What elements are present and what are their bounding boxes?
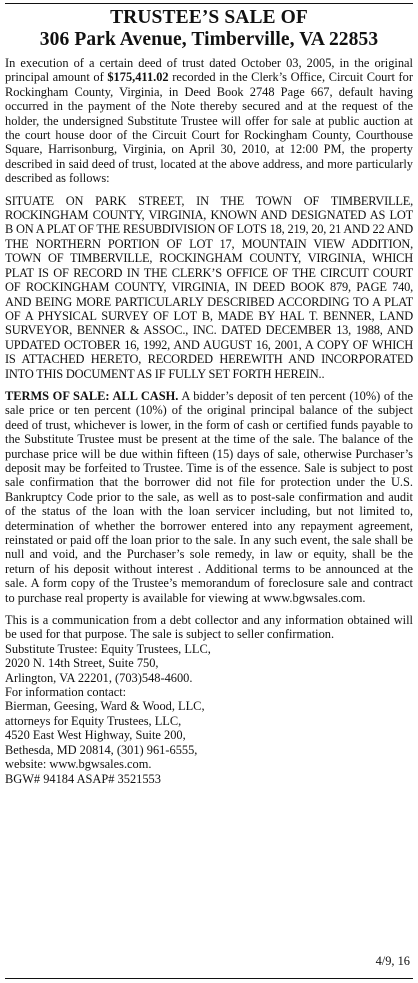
contact-line: website: www.bgwsales.com. bbox=[5, 757, 152, 772]
contact-line: Bethesda, MD 20814, (301) 961-6555, bbox=[5, 742, 198, 757]
contact-block bbox=[5, 642, 413, 786]
contact-line: For information contact: bbox=[5, 685, 127, 700]
title-line-1: TRUSTEE’S SALE OF bbox=[110, 7, 308, 28]
debt-collector-notice: This is a communication from a debt collector and any information obtained will be used for that purpose. The sale is subject to seller confirmation. bbox=[5, 613, 413, 642]
bottom-rule bbox=[5, 978, 413, 979]
top-rule bbox=[5, 3, 413, 4]
legal-description: SITUATE ON PARK STREET, IN THE TOWN OF TIMBERVILLE, ROCKINGHAM COUNTY, VIRGINIA, KNOWN AND DESIGNATED AS LOT B ON A PLAT OF THE RESUBDIVISION OF LOTS 18, 219, 20, 21 AND 22 AND THE NORTHERN PORTION OF LOT 17, MOUNTAIN VIEW ADDITION, TOWN OF TIMBERVILLE, ROCKINGHAM COUNTY, VIRGINIA, WHICH PLAT IS OF RECORD IN THE CLERK’S OFFICE OF THE CIRCUIT COURT OF ROCKINGHAM COUNTY, VIRGINIA, IN DEED BOOK 879, PAGE 740, AND BEING MORE PARTICULARLY DESCRIBED ACCORDING TO A PLAT OF A PHYSICAL SURVEY OF LOT B, MADE BY HAL T. BENNER, LAND SURVEYOR, BENNER & ASSOC., INC. DATED DECEMBER 13, 1988, AND UPDATED OCTOBER 16, 1992, AND AUGUST 16, 2001, A COPY OF WHICH IS ATTACHED HERETO, RECORDED HEREWITH AND INCORPORATED INTO THIS DOCUMENT AS IF FULLY SET FORTH HEREIN.. bbox=[5, 193, 413, 381]
terms-paragraph bbox=[5, 389, 413, 605]
intro-text-1: In execution of a certain deed of trust dated October 03, 2005, in the original principal amount of bbox=[5, 56, 413, 85]
publication-dates: 4/9, 16 bbox=[375, 954, 410, 968]
contact-line: 4520 East West Highway, Suite 200, bbox=[5, 728, 186, 743]
terms-heading: TERMS OF SALE: ALL CASH. bbox=[5, 388, 179, 403]
title-line-2: 306 Park Avenue, Timberville, VA 22853 bbox=[39, 29, 379, 50]
intro-paragraph bbox=[5, 56, 413, 186]
terms-body: A bidder’s deposit of ten percent (10%) of the sale price or ten percent (10%) of the original principal balance of the subject deed of trust, whichever is lower, in the form of cash or certified funds payable to the Substitute Trustee must be present at the time of the sale. The balance of the purchase price will be due within fifteen (15) days of sale, otherwise Purchaser’s deposit may be forfeited to Trustee. Time is of the essence. Sale is subject to post sale confirmation that the borrower did not file for protection under the U.S. Bankruptcy Code prior to the sale, as well as to post-sale confirmation and audit of the status of the loan with the loan servicer including, but not limited to, determination of whether the borrower entered into any repayment agreement, reinstated or paid off the loan prior to the sale. In any such event, the sale shall be null and void, and the Purchaser’s sole remedy, in law or equity, shall be the return of his deposit without interest . Additional terms to be announced at the sale. A form copy of the Trustee’s memorandum of foreclosure sale and contract to purchase real property is available for viewing at www.bgwsales.com. bbox=[5, 388, 413, 605]
principal-amount: $175,411.02 bbox=[107, 70, 169, 85]
contact-line: BGW# 94184 ASAP# 3521553 bbox=[5, 771, 161, 786]
notice-title bbox=[5, 7, 413, 51]
contact-line: Arlington, VA 22201, (703)548-4600. bbox=[5, 670, 193, 685]
legal-notice bbox=[0, 3, 418, 983]
contact-line: attorneys for Equity Trustees, LLC, bbox=[5, 713, 182, 728]
contact-line: Substitute Trustee: Equity Trustees, LLC, bbox=[5, 641, 211, 656]
contact-line: Bierman, Geesing, Ward & Wood, LLC, bbox=[5, 699, 205, 714]
contact-line: 2020 N. 14th Street, Suite 750, bbox=[5, 656, 159, 671]
intro-text-2: recorded in the Clerk’s Office, Circuit Court for Rockingham County, Virginia, in Deed Book 2748 Page 667, default having occurred in the payment of the Note thereby secured and at the request of the holder, the undersigned Substitute Trustee will offer for sale at public auction at the court house door of the Circuit Court for Rockingham County, Courthouse Square, Harrisonburg, Virginia, on April 30, 2010, at 12:00 PM, the property described in said deed of trust, located at the above address, and more particularly described as follows: bbox=[5, 70, 413, 186]
